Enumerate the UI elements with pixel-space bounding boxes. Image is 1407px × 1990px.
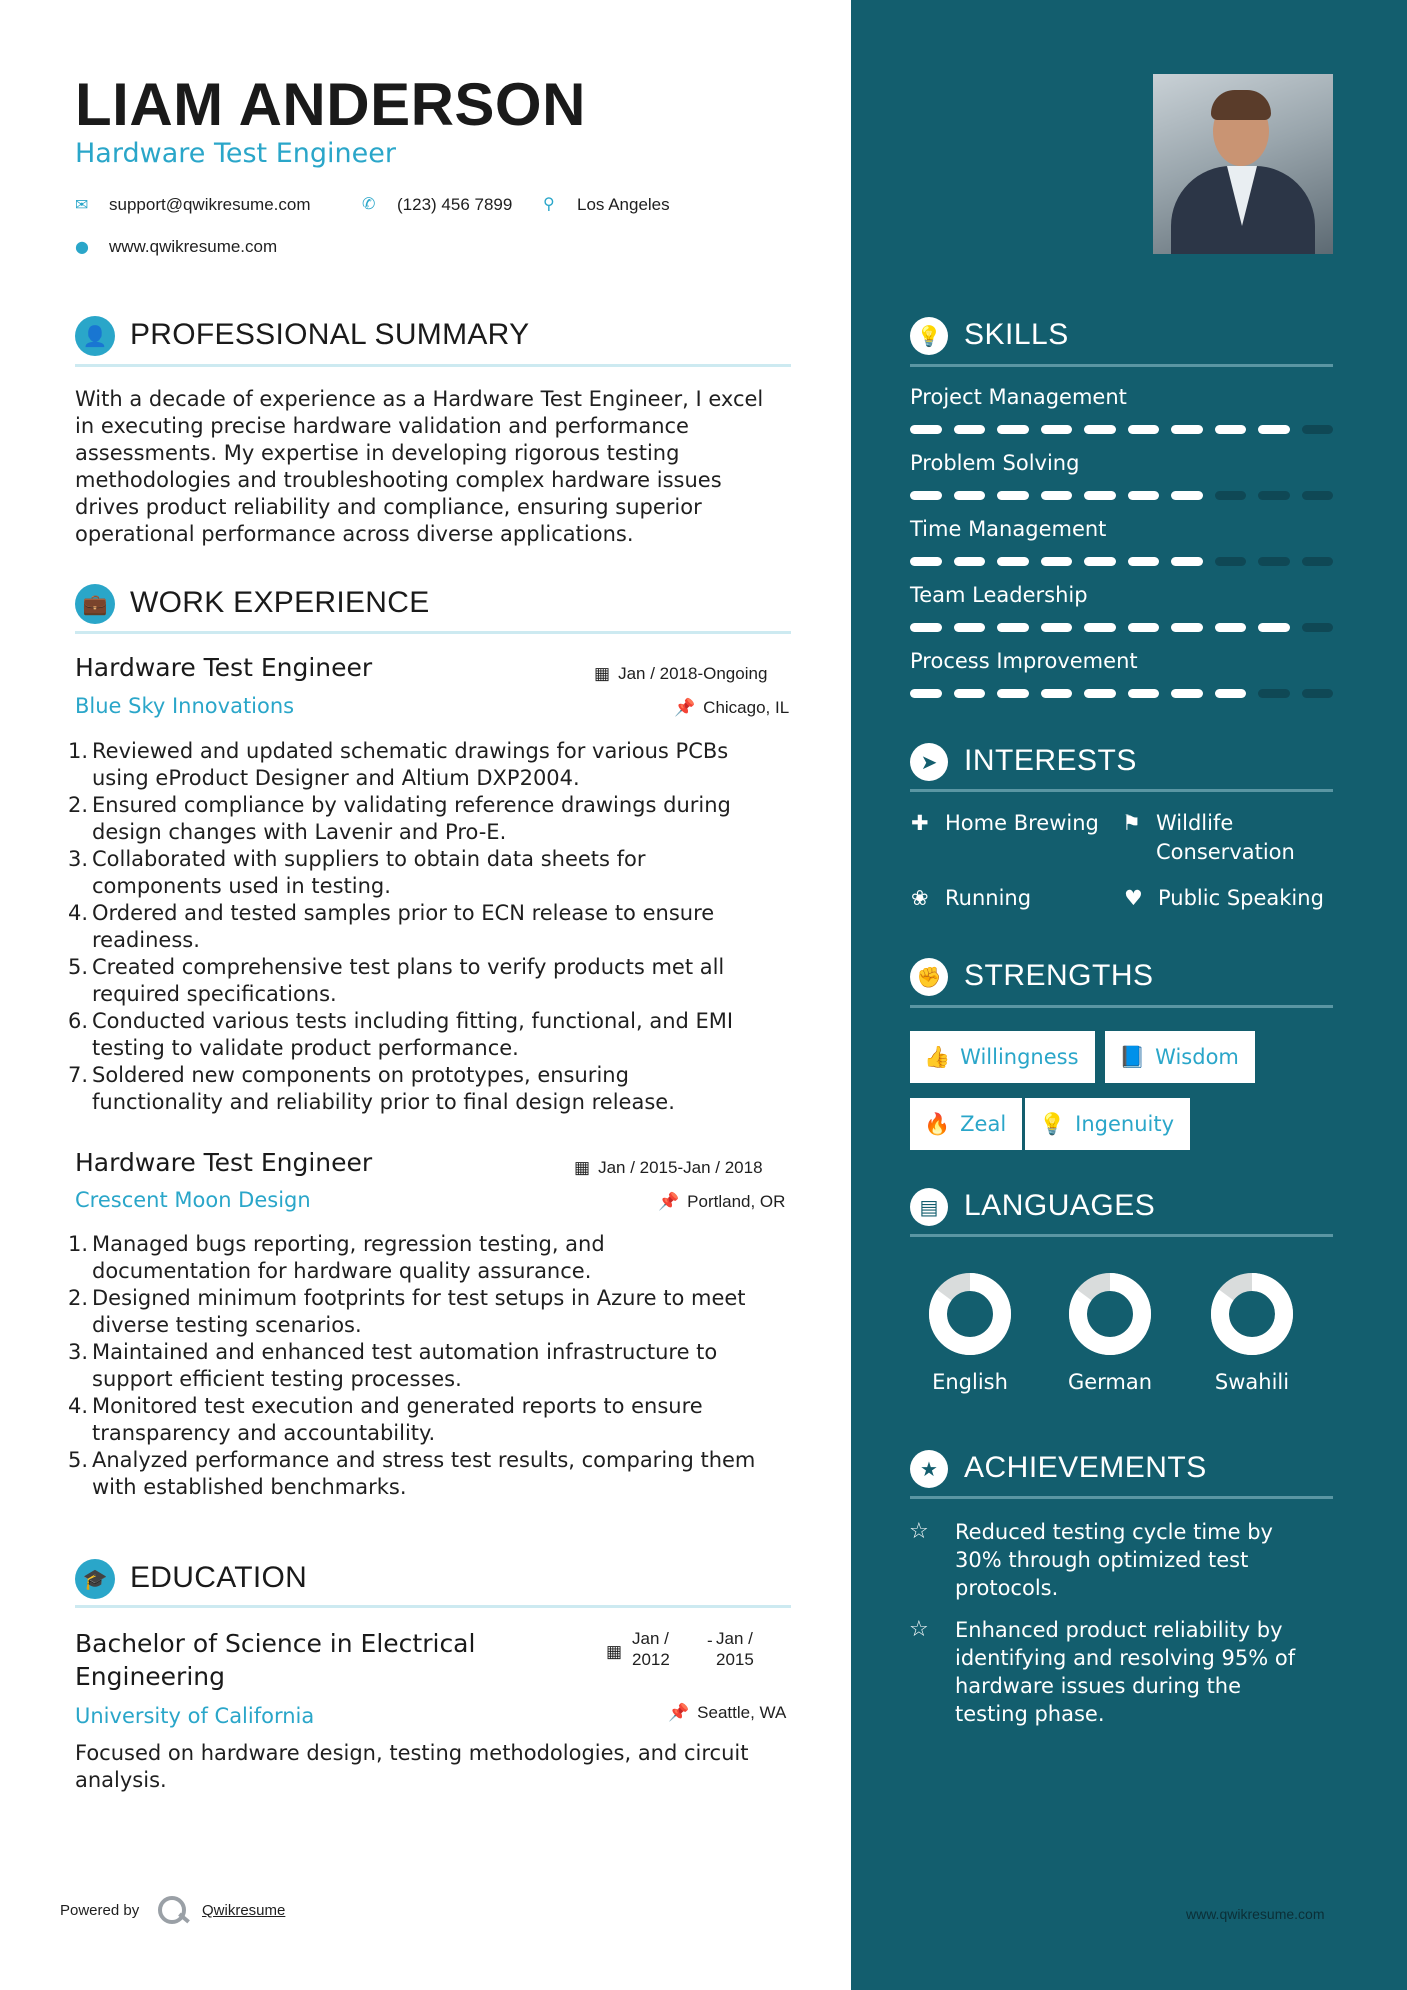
list-item — [68, 1447, 803, 1501]
bullet-text: testing to validate product performance. — [92, 1036, 519, 1060]
calendar-icon: ▦ — [606, 1642, 623, 1661]
job-dates-text: Jan / 2018-Ongoing — [618, 664, 768, 683]
strength-label: Wisdom — [1155, 1045, 1239, 1069]
calendar-icon: ▦ — [594, 664, 611, 683]
phone-icon: ✆ — [362, 194, 376, 213]
list-item — [68, 1008, 803, 1062]
skills-heading: SKILLS — [964, 318, 1069, 351]
list-item — [68, 900, 803, 954]
skill-dot — [1258, 491, 1290, 500]
bullet-text: Created comprehensive test plans to verify products met all — [92, 955, 725, 979]
skill-dot — [1302, 491, 1334, 500]
section-divider — [910, 364, 1333, 367]
bullet-number: 4. — [68, 901, 89, 925]
job-dates — [574, 1158, 763, 1178]
list-item — [68, 792, 803, 846]
job-location-text: Chicago, IL — [703, 698, 790, 717]
skill-dot — [1171, 689, 1203, 698]
date-part: Jan / — [716, 1629, 753, 1648]
bullet-text: transparency and accountability. — [92, 1421, 436, 1445]
job-company: Blue Sky Innovations — [75, 694, 295, 718]
flying-star-icon: ☆ — [909, 1617, 929, 1642]
summary-text — [75, 386, 795, 548]
summary-line: With a decade of experience as a Hardware Test Engineer, I excel — [75, 387, 764, 411]
skill-dot — [997, 689, 1029, 698]
bullet-number: 4. — [68, 1394, 89, 1418]
skill-rating — [910, 689, 1333, 699]
skill-dot — [1041, 689, 1073, 698]
bullet-number: 2. — [68, 793, 89, 817]
bullet-text: Collaborated with suppliers to obtain data sheets for — [92, 847, 646, 871]
skill-dot — [1128, 425, 1160, 434]
flag-icon: ⚑ — [1122, 811, 1141, 835]
language-item — [910, 1272, 1030, 1394]
bullet-text: Reviewed and updated schematic drawings for various PCBs — [92, 739, 729, 763]
list-item — [68, 1231, 803, 1285]
experience-heading: WORK EXPERIENCE — [130, 586, 430, 619]
date-part: 2015 — [716, 1650, 754, 1669]
section-divider — [910, 1234, 1333, 1237]
bullet-number: 5. — [68, 1448, 89, 1472]
bullet-number: 1. — [68, 739, 89, 763]
pin-icon: 📌 — [658, 1192, 680, 1211]
strength-tag — [1105, 1031, 1255, 1083]
date-separator: - — [707, 1631, 713, 1650]
language-label: Swahili — [1214, 1370, 1290, 1394]
language-card-icon: ▤ — [910, 1188, 948, 1226]
list-item — [68, 846, 803, 900]
skill-dot — [1084, 557, 1116, 566]
interest-label: Conservation — [1156, 840, 1295, 864]
skill-dot — [954, 425, 986, 434]
strength-tag — [910, 1031, 1095, 1083]
bullet-text: support efficient testing processes. — [92, 1367, 462, 1391]
bullet-text: using eProduct Designer and Altium DXP2004. — [92, 766, 580, 790]
section-divider — [75, 1605, 791, 1608]
skill-dot — [1215, 491, 1247, 500]
degree-title — [75, 1627, 475, 1693]
summary-line: operational performance across diverse applications. — [75, 522, 634, 546]
bullet-number: 6. — [68, 1009, 89, 1033]
skill-dot — [1171, 491, 1203, 500]
calendar-icon: ▦ — [574, 1158, 591, 1177]
skill-dot — [1258, 623, 1290, 632]
skill-dot — [1215, 557, 1247, 566]
skill-dot — [1258, 425, 1290, 434]
interest-item — [911, 809, 1099, 838]
job-dates-text: Jan / 2015-Jan / 2018 — [598, 1158, 763, 1177]
skill-label: Problem Solving — [910, 451, 1080, 475]
skill-dot — [1041, 425, 1073, 434]
heartbeat-icon: ♥ — [1124, 886, 1143, 910]
job-dates — [594, 664, 767, 684]
lightbulb-icon: 💡 — [1039, 1112, 1066, 1136]
interest-label: Public Speaking — [1158, 886, 1324, 910]
list-item — [68, 738, 803, 792]
job-title: Hardware Test Engineer — [75, 138, 396, 169]
job-location-text: Portland, OR — [687, 1192, 786, 1211]
footer-website-link[interactable]: www.qwikresume.com — [1186, 1906, 1325, 1922]
job-bullets — [68, 1231, 803, 1501]
language-label: German — [1067, 1370, 1153, 1394]
skill-dot — [1171, 425, 1203, 434]
strengths-heading: STRENGTHS — [964, 959, 1154, 992]
summary-heading: PROFESSIONAL SUMMARY — [130, 318, 530, 351]
qwikresume-link[interactable]: Qwikresume — [202, 1902, 286, 1919]
bullet-text: diverse testing scenarios. — [92, 1313, 362, 1337]
skill-dot — [910, 689, 942, 698]
list-item — [68, 1062, 803, 1116]
puzzle-icon: ✚ — [911, 811, 929, 835]
profile-photo — [1153, 74, 1333, 254]
skill-dot — [1215, 425, 1247, 434]
interest-label: Home Brewing — [945, 811, 1099, 835]
achievement-item — [909, 1518, 1335, 1602]
achievement-line: 30% through optimized test — [955, 1548, 1249, 1572]
skill-dot — [1041, 491, 1073, 500]
date-part: Jan / — [632, 1629, 669, 1648]
edu-description — [75, 1740, 795, 1794]
skill-label: Project Management — [910, 385, 1127, 409]
skill-dot — [1258, 557, 1290, 566]
achievement-line: testing phase. — [955, 1702, 1105, 1726]
bullet-number: 1. — [68, 1232, 89, 1256]
skill-rating — [910, 491, 1333, 501]
bullet-text: Designed minimum footprints for test setups in Azure to meet — [92, 1286, 746, 1310]
location-text: Los Angeles — [577, 195, 670, 214]
user-icon: 👤 — [75, 316, 115, 356]
skill-dot — [910, 623, 942, 632]
skill-dot — [954, 491, 986, 500]
skill-dot — [1215, 623, 1247, 632]
skill-dot — [954, 623, 986, 632]
language-item — [1050, 1272, 1170, 1394]
skill-label: Time Management — [910, 517, 1107, 541]
section-divider — [75, 631, 791, 634]
bullet-number: 7. — [68, 1063, 89, 1087]
language-donut — [1210, 1272, 1294, 1356]
paw-icon: ❀ — [911, 886, 929, 910]
interest-item — [1124, 884, 1324, 913]
list-item — [68, 1339, 803, 1393]
fist-icon: ✊ — [910, 958, 948, 996]
degree-line: Bachelor of Science in Electrical — [75, 1629, 476, 1658]
bullet-text: required specifications. — [92, 982, 337, 1006]
bullet-text: design changes with Lavenir and Pro-E. — [92, 820, 507, 844]
strength-label: Zeal — [960, 1112, 1007, 1136]
flame-icon: 🔥 — [924, 1112, 951, 1136]
globe-icon: ● — [75, 237, 89, 256]
bullet-number: 3. — [68, 1340, 89, 1364]
skill-dot — [997, 491, 1029, 500]
job-role: Hardware Test Engineer — [75, 653, 373, 682]
thumbs-up-icon: 👍 — [924, 1045, 951, 1069]
skill-dot — [954, 689, 986, 698]
edu-desc-line: analysis. — [75, 1768, 167, 1792]
bullet-text: readiness. — [92, 928, 200, 952]
job-company: Crescent Moon Design — [75, 1188, 311, 1212]
skill-dot — [997, 425, 1029, 434]
flying-star-icon: ☆ — [909, 1519, 929, 1544]
achievement-line: hardware issues during the — [955, 1674, 1242, 1698]
degree-line: Engineering — [75, 1662, 225, 1691]
job-role: Hardware Test Engineer — [75, 1148, 373, 1177]
bullet-text: Conducted various tests including fitting, functional, and EMI — [92, 1009, 734, 1033]
skill-dot — [997, 623, 1029, 632]
website-link[interactable]: www.qwikresume.com — [109, 237, 278, 256]
skill-dot — [1128, 689, 1160, 698]
edu-location — [668, 1703, 786, 1723]
lightbulb-icon: 💡 — [910, 317, 948, 355]
skill-dot — [910, 491, 942, 500]
strength-label: Willingness — [960, 1045, 1079, 1069]
language-donut — [928, 1272, 1012, 1356]
skill-dot — [1128, 623, 1160, 632]
section-divider — [910, 1496, 1333, 1499]
interest-label: Wildlife — [1156, 811, 1234, 835]
interests-heading: INTERESTS — [964, 744, 1137, 777]
strength-tag — [1025, 1098, 1190, 1150]
skill-dot — [910, 425, 942, 434]
edu-location-text: Seattle, WA — [697, 1703, 787, 1722]
skill-label: Team Leadership — [910, 583, 1088, 607]
summary-line: methodologies and troubleshooting complex hardware issues — [75, 468, 722, 492]
briefcase-icon: 💼 — [75, 584, 115, 624]
language-donut — [1068, 1272, 1152, 1356]
skill-dot — [1171, 557, 1203, 566]
list-item — [68, 1393, 803, 1447]
job-bullets — [68, 738, 803, 1116]
job-location — [658, 1192, 785, 1212]
date-part: 2012 — [632, 1650, 670, 1669]
candidate-name: LIAM ANDERSON — [75, 71, 586, 138]
bullet-text: Maintained and enhanced test automation infrastructure to — [92, 1340, 718, 1364]
edu-desc-line: Focused on hardware design, testing methodologies, and circuit — [75, 1741, 749, 1765]
school-name: University of California — [75, 1704, 315, 1728]
skill-dot — [1041, 557, 1073, 566]
achievement-line: identifying and resolving 95% of — [955, 1646, 1296, 1670]
job-location — [674, 698, 789, 718]
location-pin-icon: ⚲ — [543, 194, 555, 213]
powered-by-text: Powered by — [60, 1902, 140, 1919]
skill-dot — [1302, 425, 1334, 434]
bullet-number: 5. — [68, 955, 89, 979]
language-label: English — [932, 1370, 1008, 1394]
skill-dot — [997, 557, 1029, 566]
strength-label: Ingenuity — [1075, 1112, 1175, 1136]
section-divider — [910, 1005, 1333, 1008]
skill-dot — [1041, 623, 1073, 632]
skill-dot — [1302, 689, 1334, 698]
envelope-icon: ✉ — [75, 195, 89, 214]
edu-end-date — [716, 1628, 754, 1670]
skill-dot — [910, 557, 942, 566]
summary-line: in executing precise hardware validation and performance — [75, 414, 689, 438]
qwikresume-logo-icon — [158, 1896, 186, 1924]
list-item — [68, 954, 803, 1008]
phone-text: (123) 456 7899 — [397, 195, 513, 214]
skill-dot — [1171, 623, 1203, 632]
achievement-line: Reduced testing cycle time by — [955, 1520, 1273, 1544]
skill-dot — [954, 557, 986, 566]
language-item — [1192, 1272, 1312, 1394]
education-heading: EDUCATION — [130, 1561, 308, 1594]
bullet-text: Monitored test execution and generated reports to ensure — [92, 1394, 703, 1418]
interest-item — [1122, 809, 1295, 867]
skill-dot — [1258, 689, 1290, 698]
bullet-text: Managed bugs reporting, regression testing, and — [92, 1232, 605, 1256]
interest-label: Running — [945, 886, 1032, 910]
languages-heading: LANGUAGES — [964, 1189, 1156, 1222]
skill-dot — [1128, 557, 1160, 566]
edu-start-date — [632, 1628, 670, 1670]
bullet-text: Ordered and tested samples prior to ECN release to ensure — [92, 901, 715, 925]
pin-icon: 📌 — [674, 698, 696, 717]
paper-plane-icon: ➤ — [910, 743, 948, 781]
skill-dot — [1215, 689, 1247, 698]
skill-dot — [1084, 425, 1116, 434]
star-badge-icon: ★ — [910, 1450, 948, 1488]
email-link[interactable]: support@qwikresume.com — [109, 195, 311, 214]
skill-dot — [1128, 491, 1160, 500]
strength-tag — [910, 1098, 1022, 1150]
bullet-text: functionality and reliability prior to final design release. — [92, 1090, 675, 1114]
skill-rating — [910, 623, 1333, 633]
bullet-text: documentation for hardware quality assurance. — [92, 1259, 592, 1283]
skill-dot — [1302, 557, 1334, 566]
list-item — [68, 1285, 803, 1339]
bullet-text: Ensured compliance by validating reference drawings during — [92, 793, 731, 817]
section-divider — [75, 364, 791, 367]
skill-rating — [910, 425, 1333, 435]
achievement-line: Enhanced product reliability by — [955, 1618, 1283, 1642]
achievement-line: protocols. — [955, 1576, 1059, 1600]
photo-hair — [1211, 90, 1271, 120]
skill-dot — [1084, 689, 1116, 698]
bullet-text: components used in testing. — [92, 874, 391, 898]
bullet-text: with established benchmarks. — [92, 1475, 407, 1499]
graduation-icon: 🎓 — [75, 1559, 115, 1599]
skill-dot — [1084, 623, 1116, 632]
bullet-text: Soldered new components on prototypes, ensuring — [92, 1063, 629, 1087]
section-divider — [910, 789, 1333, 792]
bullet-number: 2. — [68, 1286, 89, 1310]
skill-label: Process Improvement — [910, 649, 1138, 673]
book-icon: 📘 — [1119, 1045, 1146, 1069]
skill-rating — [910, 557, 1333, 567]
summary-line: drives product reliability and compliance, ensuring superior — [75, 495, 702, 519]
bullet-text: Analyzed performance and stress test results, comparing them — [92, 1448, 756, 1472]
summary-line: assessments. My expertise in developing rigorous testing — [75, 441, 680, 465]
bullet-number: 3. — [68, 847, 89, 871]
achievement-item — [909, 1616, 1335, 1728]
pin-icon: 📌 — [668, 1703, 690, 1722]
skill-dot — [1302, 623, 1334, 632]
achievements-heading: ACHIEVEMENTS — [964, 1451, 1207, 1484]
skill-dot — [1084, 491, 1116, 500]
interest-item — [911, 884, 1032, 913]
